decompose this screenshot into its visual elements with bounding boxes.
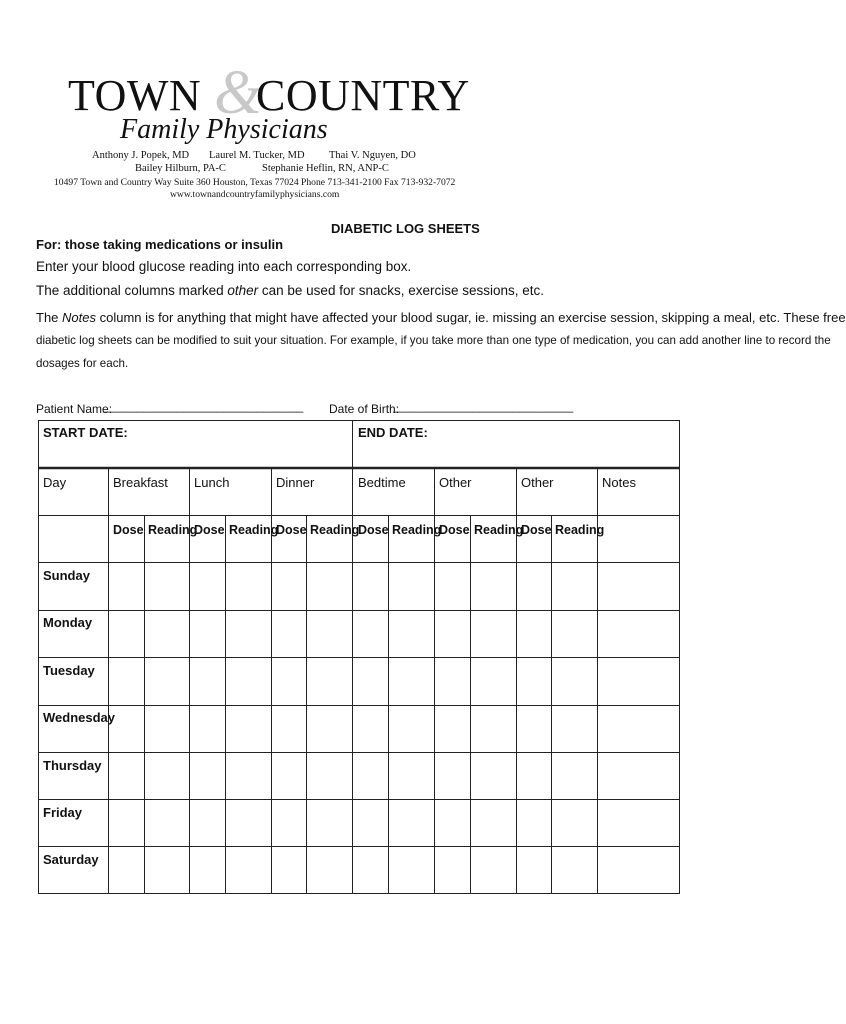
end-date-label[interactable]: END DATE: [358,425,428,440]
reading-subheader: Reading [392,523,442,537]
logo-family-physicians: Family Physicians [120,114,328,145]
day-label-sunday: Sunday [43,568,90,583]
dose-subheader: Dose [521,523,552,537]
staff-name: Laurel M. Tucker, MD [209,150,305,161]
dose-subheader: Dose [276,523,307,537]
logo-town: TOWN [68,71,202,120]
column-header-other: Other [439,475,472,490]
column-header-day: Day [43,475,67,490]
instruction-line-5: dosages for each. [36,357,129,370]
column-header-notes: Notes [602,475,636,490]
column-header-other: Other [521,475,554,490]
reading-subheader: Reading [555,523,605,537]
reading-subheader: Reading [474,523,524,537]
day-label-friday: Friday [43,805,83,820]
dob-label: Date of Birth: [329,402,400,416]
day-label-saturday: Saturday [43,852,99,867]
column-header-breakfast: Breakfast [113,475,168,490]
page-title: DIABETIC LOG SHEETS [331,221,480,236]
day-label-wednesday: Wednesday [43,710,116,725]
dose-subheader: Dose [194,523,225,537]
patient-name-line[interactable]: ______________________________ [103,399,304,413]
intended-audience: For: those taking medications or insulin [36,237,284,252]
logo-ampersand: & [214,59,263,127]
start-date-label[interactable]: START DATE: [43,425,128,440]
dose-subheader: Dose [358,523,389,537]
dose-subheader: Dose [113,523,144,537]
staff-name: Stephanie Heflin, RN, ANP-C [262,163,389,174]
patient-name-label: Patient Name: [36,402,113,416]
column-header-bedtime: Bedtime [358,475,406,490]
instruction-line-2: The additional columns marked other can be used for snacks, exercise sessions, etc. [36,283,545,298]
logo-country: COUNTRY [256,71,470,120]
reading-subheader: Reading [310,523,360,537]
reading-subheader: Reading [148,523,198,537]
instruction-line-3: The Notes column is for anything that might have affected your blood sugar, ie. missing an exercise session, skipping a meal, etc. These free [36,310,846,325]
day-label-tuesday: Tuesday [43,663,95,678]
reading-subheader: Reading [229,523,279,537]
instruction-line-1: Enter your blood glucose reading into each corresponding box. [36,259,412,274]
dose-subheader: Dose [439,523,470,537]
staff-name: Anthony J. Popek, MD [92,150,190,161]
day-label-monday: Monday [43,615,93,630]
column-header-dinner: Dinner [276,475,315,490]
staff-name: Thai V. Nguyen, DO [329,150,416,161]
column-header-lunch: Lunch [194,475,230,490]
practice-address: 10497 Town and Country Way Suite 360 Houston, Texas 77024 Phone 713-341-2100 Fax 713-932-7072 [54,177,456,188]
instruction-line-4: diabetic log sheets can be modified to suit your situation. For example, if you take more than one type of medication, you can add another line to record the [36,334,831,347]
staff-name: Bailey Hilburn, PA-C [135,163,226,174]
day-label-thursday: Thursday [43,758,102,773]
practice-website: www.townandcountryfamilyphysicians.com [170,189,340,200]
dob-line[interactable]: ___________________________ [393,399,574,413]
